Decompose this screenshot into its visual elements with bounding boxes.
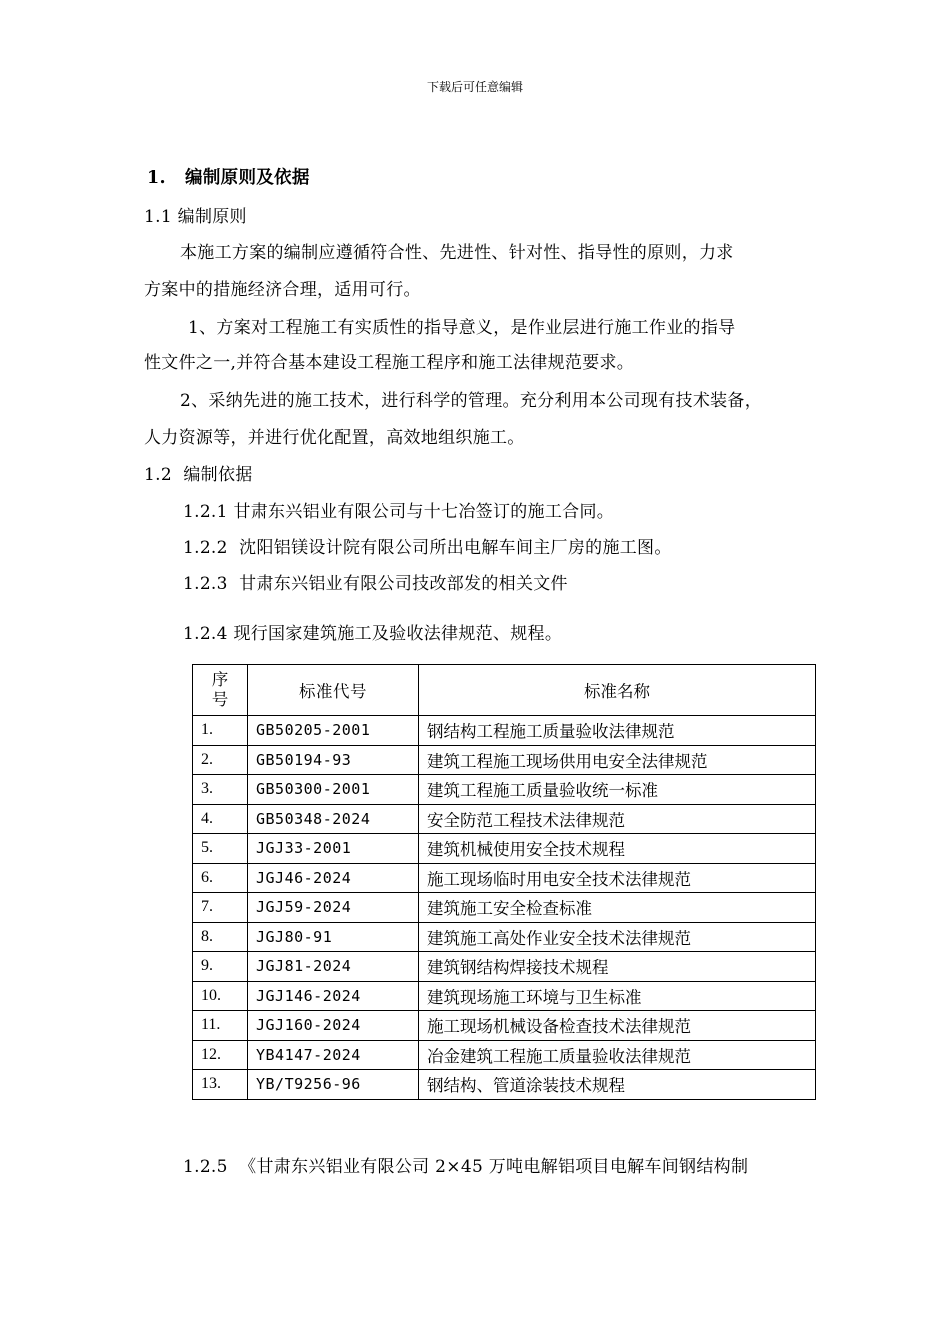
standard-code: JGJ80-91: [248, 922, 419, 952]
subsection-title-principles: 1.1 编制原则: [144, 207, 247, 227]
basis-item-4: 1.2.4 现行国家建筑施工及验收法律规范、规程。: [183, 624, 563, 644]
standard-code: YB4147-2024: [248, 1040, 419, 1070]
table-row: [193, 834, 816, 864]
standard-name: 施工现场机械设备检查技术法律规范: [419, 1011, 816, 1041]
standard-code: JGJ81-2024: [248, 952, 419, 982]
row-number: 8.: [193, 922, 248, 952]
row-number: 7.: [193, 893, 248, 923]
basis-item-5: 1.2.5 《甘肃东兴铝业有限公司 2×45 万吨电解铝项目电解车间钢结构制: [183, 1157, 749, 1177]
table-row: [193, 1040, 816, 1070]
standard-name: 建筑工程施工质量验收统一标准: [419, 775, 816, 805]
header-code: 标准代号: [248, 665, 419, 716]
table-row: [193, 716, 816, 746]
standard-name: 施工现场临时用电安全技术法律规范: [419, 863, 816, 893]
standard-name: 钢结构、管道涂装技术规程: [419, 1070, 816, 1100]
standard-code: JGJ160-2024: [248, 1011, 419, 1041]
row-number: 13.: [193, 1070, 248, 1100]
paragraph-point1-line2: 性文件之一,并符合基本建设工程施工程序和施工法律规范要求。: [144, 353, 635, 373]
table-row: [193, 922, 816, 952]
header-no-line1: 序: [211, 670, 229, 689]
standard-code: JGJ59-2024: [248, 893, 419, 923]
header-no: [193, 665, 248, 716]
standard-name: 建筑机械使用安全技术规程: [419, 834, 816, 864]
subsection-title-basis: 1.2 编制依据: [144, 465, 253, 485]
standard-name: 冶金建筑工程施工质量验收法律规范: [419, 1040, 816, 1070]
standards-table: [192, 664, 816, 1100]
table-row: [193, 775, 816, 805]
table-row: [193, 1070, 816, 1100]
row-number: 5.: [193, 834, 248, 864]
standard-code: JGJ46-2024: [248, 863, 419, 893]
section-title: 1. 编制原则及依据: [147, 168, 310, 188]
table-row: [193, 981, 816, 1011]
standard-name: 钢结构工程施工质量验收法律规范: [419, 716, 816, 746]
standard-name: 安全防范工程技术法律规范: [419, 804, 816, 834]
row-number: 10.: [193, 981, 248, 1011]
paragraph-point2-line1: 2、采纳先进的施工技术，进行科学的管理。充分利用本公司现有技术装备，: [180, 391, 763, 411]
row-number: 9.: [193, 952, 248, 982]
header-note: 下载后可任意编辑: [426, 80, 523, 94]
table-row: [193, 745, 816, 775]
row-number: 2.: [193, 745, 248, 775]
row-number: 1.: [193, 716, 248, 746]
standard-name: 建筑工程施工现场供用电安全法律规范: [419, 745, 816, 775]
basis-item-2: 1.2.2 沈阳铝镁设计院有限公司所出电解车间主厂房的施工图。: [183, 538, 672, 558]
table-header-row: [193, 665, 816, 716]
row-number: 11.: [193, 1011, 248, 1041]
row-number: 12.: [193, 1040, 248, 1070]
standard-code: YB/T9256-96: [248, 1070, 419, 1100]
row-number: 3.: [193, 775, 248, 805]
row-number: 4.: [193, 804, 248, 834]
basis-item-1: 1.2.1 甘肃东兴铝业有限公司与十七冶签订的施工合同。: [183, 502, 615, 522]
paragraph-point2-line2: 人力资源等，并进行优化配置，高效地组织施工。: [144, 428, 525, 448]
standard-code: JGJ146-2024: [248, 981, 419, 1011]
basis-item-3: 1.2.3 甘肃东兴铝业有限公司技改部发的相关文件: [183, 574, 568, 594]
standard-name: 建筑施工高处作业安全技术法律规范: [419, 922, 816, 952]
standard-name: 建筑钢结构焊接技术规程: [419, 952, 816, 982]
table-row: [193, 804, 816, 834]
header-name: 标准名称: [419, 665, 816, 716]
standard-name: 建筑现场施工环境与卫生标准: [419, 981, 816, 1011]
table-row: [193, 863, 816, 893]
table-row: [193, 893, 816, 923]
paragraph-point1-line1: 1、方案对工程施工有实质性的指导意义，是作业层进行施工作业的指导: [188, 318, 736, 338]
standard-code: JGJ33-2001: [248, 834, 419, 864]
standard-code: GB50194-93: [248, 745, 419, 775]
standard-code: GB50300-2001: [248, 775, 419, 805]
table-row: [193, 1011, 816, 1041]
standard-name: 建筑施工安全检查标准: [419, 893, 816, 923]
paragraph-intro-line1: 本施工方案的编制应遵循符合性、先进性、针对性、指导性的原则，力求: [180, 243, 734, 263]
standard-code: GB50348-2024: [248, 804, 419, 834]
paragraph-intro-line2: 方案中的措施经济合理，适用可行。: [144, 280, 421, 300]
standard-code: GB50205-2001: [248, 716, 419, 746]
row-number: 6.: [193, 863, 248, 893]
header-no-line2: 号: [211, 690, 229, 709]
table-row: [193, 952, 816, 982]
